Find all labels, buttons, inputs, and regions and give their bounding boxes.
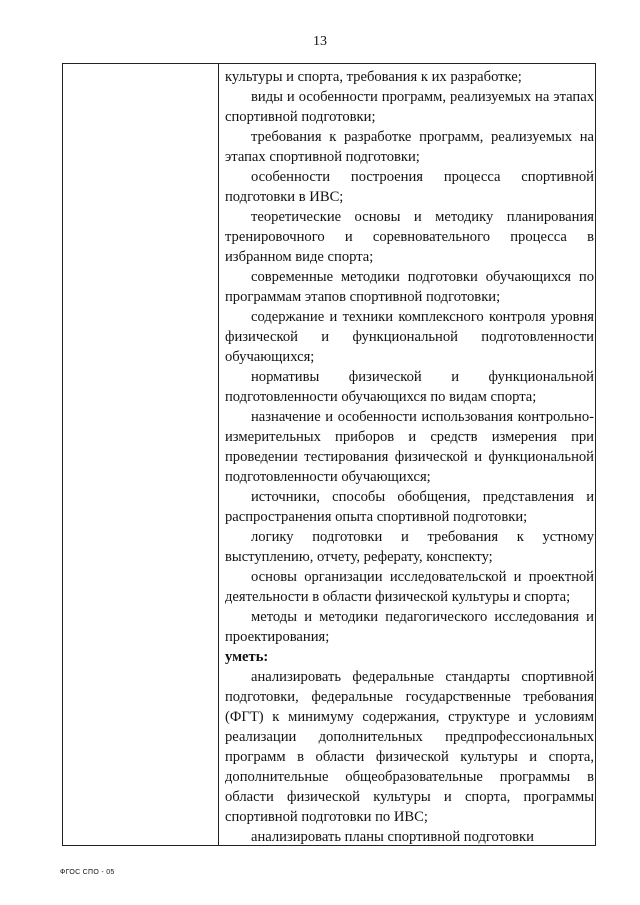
paragraph: виды и особенности программ, реализуемых на этапах спортивной подготовки; <box>225 89 594 125</box>
column-divider <box>218 64 219 845</box>
paragraph: анализировать федеральные стандарты спортивной подготовки, федеральные государственные требования (ФГТ) к минимуму содержания, структуре и условиям реализации дополнительных предпрофессиональных программ в области физической культуры и спорта, дополнительные общеобразовательные программы в области физической культуры и спорта, программы спортивной подготовки по ИВС; <box>225 669 594 825</box>
content-table <box>62 63 596 846</box>
paragraph: методы и методики педагогического исследования и проектирования; <box>225 609 594 645</box>
page-footer: ФГОС СПО - 05 <box>60 869 115 876</box>
paragraph: назначение и особенности использования контрольно-измерительных приборов и средств измерения при проведении тестирования физической и функциональной подготовленности обучающихся; <box>225 409 594 485</box>
paragraph: особенности построения процесса спортивной подготовки в ИВС; <box>225 169 594 205</box>
paragraph: нормативы физической и функциональной подготовленности обучающихся по видам спорта; <box>225 369 594 405</box>
table-cell-content <box>225 67 594 846</box>
section-heading: уметь: <box>225 649 269 665</box>
paragraph: источники, способы обобщения, представления и распространения опыта спортивной подготовки; <box>225 489 594 525</box>
paragraph: культуры и спорта, требования к их разработке; <box>225 69 522 85</box>
paragraph: теоретические основы и методику планирования тренировочного и соревновательного процесса в избранном виде спорта; <box>225 209 594 265</box>
page-number: 13 <box>313 34 327 49</box>
paragraph: требования к разработке программ, реализуемых на этапах спортивной подготовки; <box>225 129 594 165</box>
paragraph: анализировать планы спортивной подготовки <box>251 829 534 845</box>
paragraph: основы организации исследовательской и проектной деятельности в области физической культуры и спорта; <box>225 569 594 605</box>
paragraph: логику подготовки и требования к устному выступлению, отчету, реферату, конспекту; <box>225 529 594 565</box>
paragraph: современные методики подготовки обучающихся по программам этапов спортивной подготовки; <box>225 269 594 305</box>
paragraph: содержание и техники комплексного контроля уровня физической и функциональной подготовленности обучающихся; <box>225 309 594 365</box>
